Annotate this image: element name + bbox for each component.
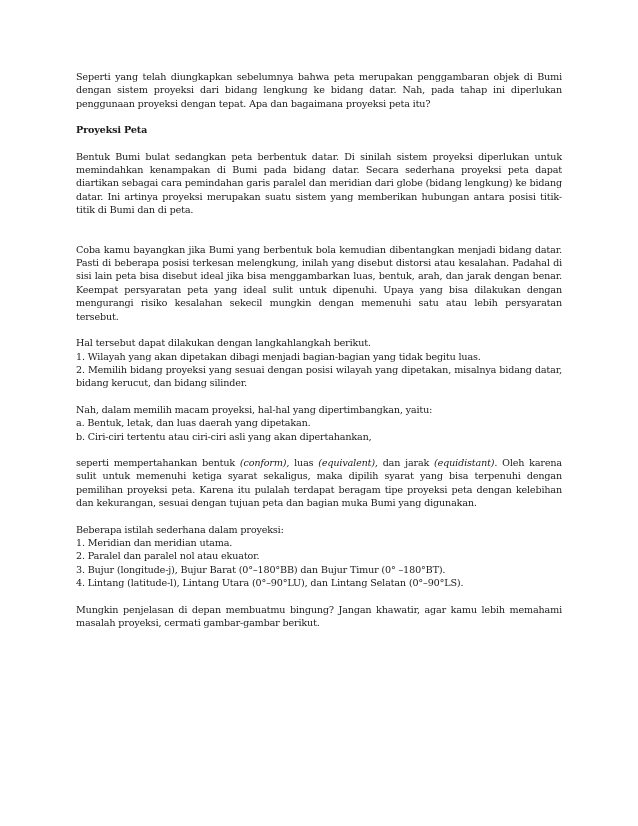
- term-equivalent: (equivalent),: [318, 457, 378, 469]
- terms-intro: Beberapa istilah sederhana dalam proyeksi:: [76, 524, 284, 536]
- properties-text-2: luas: [289, 457, 319, 469]
- section-heading: Proyeksi Peta: [76, 125, 148, 137]
- considerations-intro: Nah, dalam memilih macam proyeksi, hal-hal yang dipertimbangkan, yaitu:: [76, 404, 433, 416]
- definition-paragraph: Bentuk Bumi bulat sedangkan peta berbentuk datar. Di sinilah sistem proyeksi diperlukan untuk memindahkan kenampakan di Bumi pada bidang datar. Secara sederhana proyeksi peta dapat diartikan sebagai cara pemindahan garis paralel dan meridian dari globe (bidang lengkung) ke bidang datar. Ini artinya proyeksi merupakan suatu sistem yang memberikan hubungan antara posisi titik-titik di Bumi dan di peta.: [76, 151, 562, 217]
- terms-item-3: 3. Bujur (longitude-j), Bujur Barat (0°–180°BB) dan Bujur Timur (0° –180°BT).: [76, 564, 446, 576]
- intro-paragraph: Seperti yang telah diungkapkan sebelumnya bahwa peta merupakan penggambaran objek di Bumi dengan sistem proyeksi dari bidang lengkung ke bidang datar. Nah, pada tahap ini diperlukan penggunaan proyeksi dengan tepat. Apa dan bagaimana proyeksi peta itu?: [76, 72, 562, 110]
- steps-block: [76, 337, 562, 391]
- considerations-item-b: b. Ciri-ciri tertentu atau ciri-ciri asli yang akan dipertahankan,: [76, 431, 372, 443]
- terms-item-2: 2. Paralel dan paralel nol atau ekuator.: [76, 551, 260, 563]
- steps-item-2: 2. Memilih bidang proyeksi yang sesuai dengan posisi wilayah yang dipetakan, misalnya bidang datar, bidang kerucut, dan bidang silinder.: [76, 364, 562, 390]
- document-page: [76, 71, 562, 630]
- distortion-paragraph: Coba kamu bayangkan jika Bumi yang berbentuk bola kemudian dibentangkan menjadi bidang datar. Pasti di beberapa posisi terkesan melengkung, inilah yang disebut distorsi atau kesalahan. Padahal di sisi lain peta bisa disebut ideal jika bisa menggambarkan luas, bentuk, arah, dan jarak dengan benar. Keempat persyaratan peta yang ideal sulit untuk dipenuhi. Upaya yang bisa dilakukan dengan mengurangi risiko kesalahan sekecil mungkin dengan memenuhi satu atau lebih persyaratan tersebut.: [76, 244, 562, 323]
- properties-paragraph: [76, 457, 562, 511]
- considerations-block: [76, 404, 562, 444]
- steps-item-1: 1. Wilayah yang akan dipetakan dibagi menjadi bagian-bagian yang tidak begitu luas.: [76, 351, 481, 363]
- considerations-item-a: a. Bentuk, letak, dan luas daerah yang dipetakan.: [76, 418, 311, 430]
- properties-text-4: Oleh karena sulit untuk memenuhi ketiga syarat sekaligus, maka dipilih syarat yang bisa terpenuhi dengan pemilihan proyeksi peta. Karena itu pulalah terdapat beragam tipe proyeksi peta dengan kelebihan dan kekurangan, sesuai dengan tujuan peta dan bagian muka Bumi yang digunakan.: [76, 457, 562, 510]
- terms-item-4: 4. Lintang (latitude-l), Lintang Utara (0°–90°LU), dan Lintang Selatan (0°–90°LS).: [76, 578, 464, 590]
- steps-intro: Hal tersebut dapat dilakukan dengan langkahlangkah berikut.: [76, 338, 371, 350]
- properties-text-3: dan jarak: [377, 457, 435, 469]
- term-equidistant: (equidistant).: [434, 457, 498, 469]
- properties-text-1: seperti mempertahankan bentuk: [76, 457, 240, 469]
- terms-block: [76, 524, 562, 591]
- term-conform: (conform),: [239, 457, 290, 469]
- terms-item-1: 1. Meridian dan meridian utama.: [76, 537, 233, 549]
- closing-paragraph: Mungkin penjelasan di depan membuatmu bingung? Jangan khawatir, agar kamu lebih memahami masalah proyeksi, cermati gambar-gambar berikut.: [76, 604, 562, 629]
